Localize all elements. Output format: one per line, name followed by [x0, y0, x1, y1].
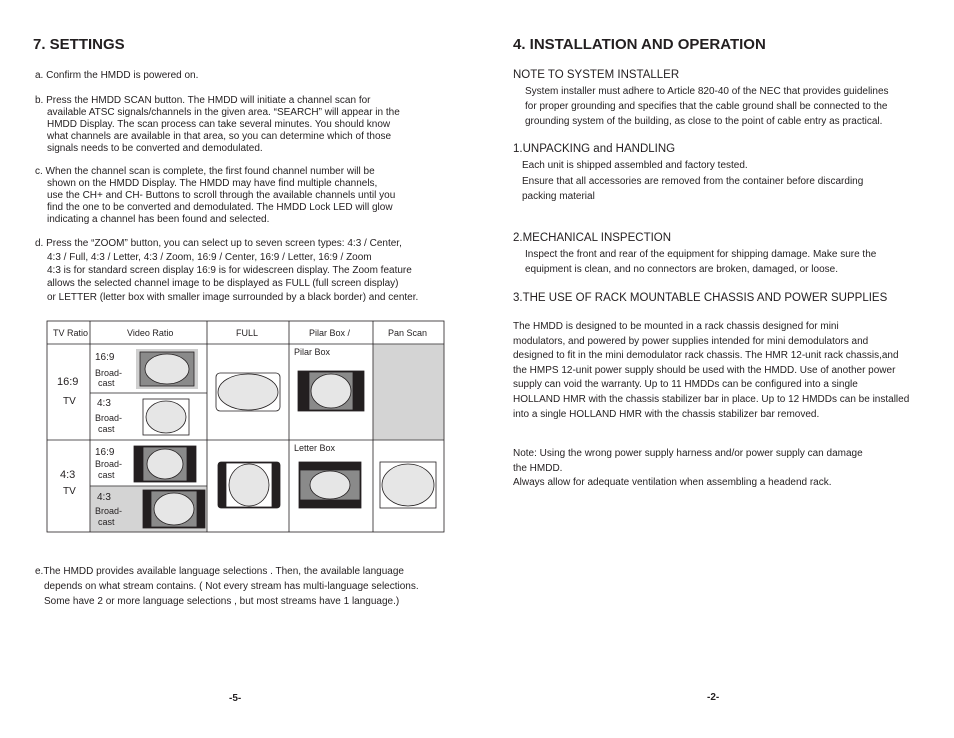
full-wide-illustration: [216, 373, 280, 411]
wide-screen-illustration: [140, 352, 194, 386]
tv-43-label: TV: [63, 486, 76, 497]
settings-heading: 7. SETTINGS: [33, 36, 125, 53]
page-number-left: -5-: [229, 693, 242, 704]
header-tv-ratio: TV Ratio: [53, 328, 89, 338]
video-169-ratio-b: 16:9: [95, 447, 115, 458]
note-installer-heading: NOTE TO SYSTEM INSTALLER: [513, 69, 680, 81]
broadcast-label-b2: cast: [98, 424, 115, 434]
pilar-box-illustration: [298, 371, 364, 411]
pilar-box-label: Pilar Box: [294, 347, 331, 357]
installation-heading: 4. INSTALLATION AND OPERATION: [513, 36, 766, 53]
broadcast-label-c1: Broad-: [95, 459, 123, 469]
standard-screen-illustration: [143, 399, 189, 435]
tv-43-ratio: 4:3: [60, 469, 76, 481]
header-pilar-box: Pilar Box /: [309, 328, 351, 338]
step-a-text: a. Confirm the HMDD is powered on.: [35, 70, 199, 81]
video-43-ratio-b: 4:3: [97, 492, 111, 503]
broadcast-label-d1: Broad-: [95, 506, 123, 516]
broadcast-label-c2: cast: [98, 470, 115, 480]
unpacking-heading: 1.UNPACKING and HANDLING: [513, 143, 676, 155]
broadcast-label-d2: cast: [98, 517, 115, 527]
header-pan-scan: Pan Scan: [388, 328, 428, 338]
pillar-wide-illustration: [134, 446, 196, 482]
page-number-right: -2-: [707, 692, 720, 703]
header-full: FULL: [236, 328, 259, 338]
letter-box-label: Letter Box: [294, 443, 336, 453]
tv-169-label: TV: [63, 396, 76, 407]
broadcast-label-a2: cast: [98, 378, 115, 388]
video-169-ratio-a: 16:9: [95, 352, 115, 363]
broadcast-label-a1: Broad-: [95, 368, 123, 378]
rack-chassis-heading: 3.THE USE OF RACK MOUNTABLE CHASSIS AND POWER SUPPLIES: [513, 292, 888, 304]
video-43-ratio-a: 4:3: [97, 398, 111, 409]
header-video-ratio: Video Ratio: [127, 328, 174, 338]
broadcast-label-b1: Broad-: [95, 413, 123, 423]
full-standard-illustration: [218, 462, 280, 508]
tv-169-ratio: 16:9: [57, 376, 79, 388]
pillar-standard-illustration: [143, 490, 205, 528]
letter-box-illustration: [299, 462, 361, 508]
pan-scan-illustration: [380, 462, 436, 508]
mechanical-inspection-heading: 2.MECHANICAL INSPECTION: [513, 232, 672, 244]
